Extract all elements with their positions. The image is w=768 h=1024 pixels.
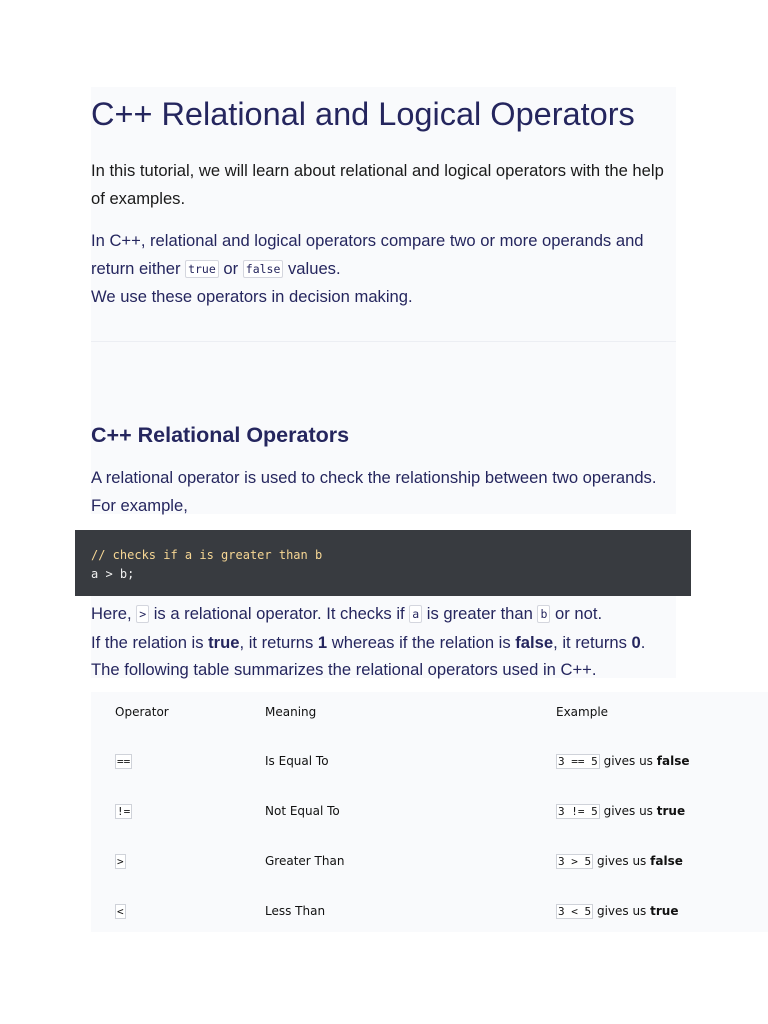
gt-code: > [136,605,149,623]
example-result: true [656,804,686,818]
relational-intro: A relational operator is used to check the relationship between two operands. For example, [91,468,657,515]
is-rel-text: is a relational operator. It checks if [149,604,410,623]
row-meaning: Greater Than [265,854,345,868]
values-text: values. [283,258,341,278]
gives-us-text: gives us [596,904,647,918]
operators-table [91,692,768,932]
explanation-paragraph [91,600,681,684]
var-b-code: b [537,605,550,623]
row-meaning: Is Equal To [265,754,329,768]
code-block [75,530,691,596]
example-result: true [650,904,679,918]
false-code: false [243,260,284,278]
row-meaning: Less Than [265,904,326,918]
intro-paragraph: In this tutorial, we will learn about relational and logical operators with the help of examples. [91,161,664,208]
op-code: > [117,855,124,868]
code-line: a > b; [91,567,135,581]
gives-us-text: gives us [596,854,647,868]
op-code: == [117,755,131,768]
gives-us-text: gives us [603,804,653,818]
code-comment: // checks if a is greater than b [91,548,323,562]
or-not-text: or not. [550,604,603,623]
true-code: true [185,260,219,278]
returns-text: , it returns [239,632,318,652]
false-bold: false [515,632,554,652]
example-code: 3 > 5 [558,855,592,868]
op-code: != [117,805,131,818]
page-title: C++ Relational and Logical Operators [91,96,635,132]
returns-text-2: , it returns [553,632,632,652]
here-text: Here, [91,604,137,623]
header-example: Example [556,705,609,719]
period-text: . [640,632,646,652]
whereas-text: whereas if the relation is [327,632,516,652]
greater-than-text: is greater than [422,604,538,623]
decision-text: We use these operators in decision making. [91,287,413,306]
header-operator: Operator [115,705,169,719]
zero-bold: 0 [631,632,641,652]
true-bold: true [208,632,240,652]
example-code: 3 == 5 [558,755,598,768]
desc-text: In C++, relational and logical operators compare two or more operands and return either [91,231,644,278]
row-example [556,854,683,868]
row-example [556,754,689,768]
row-operator [115,804,132,818]
description-paragraph [91,227,681,311]
example-result: false [656,754,690,768]
row-example [556,904,678,918]
relational-heading: C++ Relational Operators [91,423,350,447]
one-bold: 1 [317,632,328,652]
gives-us-text: gives us [603,754,653,768]
example-code: 3 != 5 [558,805,598,818]
row-meaning: Not Equal To [265,804,340,818]
summary-text: The following table summarizes the relational operators used in C++. [91,660,597,679]
row-operator [115,754,132,768]
or-text: or [218,258,243,278]
example-result: false [650,854,683,868]
if-rel-text: If the relation is [91,632,209,652]
header-meaning: Meaning [265,705,317,719]
op-code: < [117,905,124,918]
example-code: 3 < 5 [558,905,592,918]
row-example [556,804,685,818]
row-operator [115,904,126,918]
var-a-code: a [409,605,422,623]
row-operator [115,854,126,868]
